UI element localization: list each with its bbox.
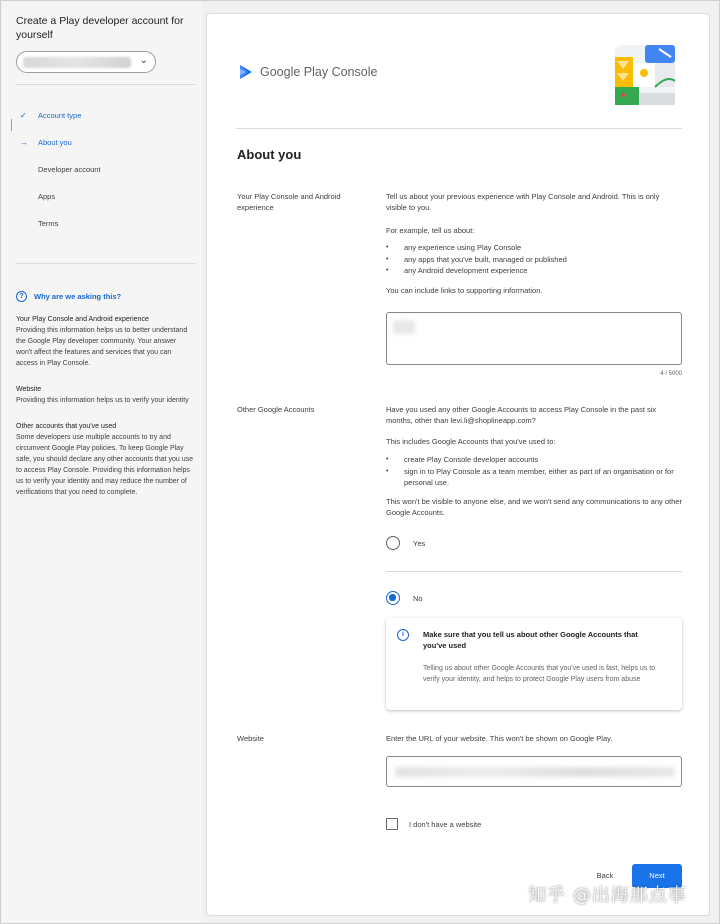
info-callout [386, 618, 682, 710]
info-icon: i [397, 629, 409, 641]
why-block-title: Your Play Console and Android experience [16, 316, 149, 323]
why-block-body: Providing this information helps us to better understand the Google Play developer community. Your answer won't affect the features and services that you can access in Play Console. [16, 327, 188, 367]
back-button[interactable]: Back [596, 871, 614, 880]
help-icon: ? [16, 291, 27, 302]
logo-text: Google Play Console [260, 65, 378, 79]
experience-textarea[interactable] [386, 312, 682, 365]
no-website-checkbox-row[interactable] [386, 818, 481, 830]
chevron-down-icon: ⌄ [139, 55, 148, 66]
list-item: • any Android development experience [386, 265, 682, 277]
watermark-text: 知乎 @出海那点事 [528, 885, 687, 906]
step-label: Apps [38, 192, 56, 201]
list-item: • sign in to Play Console as a team member, either as part of an organisation or for personal use. [386, 466, 682, 489]
website-hint: Enter the URL of your website. This won't be shown on Google Play. [386, 734, 613, 743]
list-item: • any experience using Play Console [386, 242, 682, 254]
step-terms[interactable] [16, 210, 196, 237]
check-icon: ✓ [20, 111, 27, 120]
why-block [16, 314, 194, 369]
play-console-logo [238, 64, 377, 80]
experience-example: For example, tell us about: [386, 226, 475, 235]
step-about-you[interactable] [16, 129, 196, 156]
step-label: Developer account [38, 165, 101, 174]
play-console-illustration-icon [615, 45, 675, 105]
why-panel [16, 291, 196, 498]
next-button[interactable]: Next [632, 864, 682, 888]
account-selector[interactable] [16, 51, 156, 73]
step-account-type[interactable] [16, 102, 196, 129]
why-block-title: Website [16, 386, 42, 393]
other-accounts-privacy: This won't be visible to anyone else, and we won't send any communications to any other Google Accounts. [386, 497, 682, 517]
other-accounts-bullets [386, 454, 682, 489]
why-block-body: Some developers use multiple accounts to try and circumvent Google Play policies. To keep Google Play safe, you should declare any other accounts that you use to access Play Console. Providing this information helps us to verify your identity and may reduce the number of verifications that you need to complete. [16, 434, 194, 496]
no-website-label: I don't have a website [409, 819, 482, 829]
radio-yes-label: Yes [413, 538, 426, 548]
step-connector [11, 119, 12, 131]
radio-button[interactable] [386, 536, 400, 550]
website-url-input[interactable] [386, 756, 682, 787]
url-value-redacted [395, 767, 675, 777]
list-item: • create Play Console developer accounts [386, 454, 682, 466]
page-title: About you [237, 147, 302, 162]
other-accounts-question: Have you used any other Google Accounts to access Play Console in the past six months, other than levi.li@shoplineapp.com? [386, 405, 657, 425]
radio-button-selected[interactable] [386, 591, 400, 605]
why-block-body: Providing this information helps us to verify your identity [16, 397, 189, 404]
sidebar-divider [16, 84, 196, 85]
list-item: • any apps that you've built, managed or published [386, 254, 682, 266]
textarea-content-redacted [393, 320, 415, 334]
other-accounts-includes: This includes Google Accounts that you've used to: [386, 437, 556, 446]
no-website-checkbox[interactable] [386, 818, 398, 830]
radio-no-label: No [413, 593, 423, 603]
why-block [16, 421, 194, 498]
arrow-right-icon: → [20, 138, 28, 147]
sidebar [2, 2, 202, 923]
info-title: Make sure that you tell us about other Google Accounts that you've used [423, 630, 638, 650]
step-label: About you [38, 138, 72, 147]
why-block-title: Other accounts that you've used [16, 423, 117, 430]
step-apps[interactable] [16, 183, 196, 210]
play-logo-icon [238, 64, 254, 80]
step-developer-account[interactable] [16, 156, 196, 183]
experience-links-note: You can include links to supporting information. [386, 286, 543, 295]
step-list [16, 102, 196, 237]
sidebar-divider [16, 263, 196, 264]
account-email-redacted [23, 57, 131, 68]
experience-label: Your Play Console and Android experience [237, 192, 341, 212]
radio-divider [386, 571, 682, 572]
why-heading-text: Why are we asking this? [34, 292, 122, 301]
why-heading[interactable] [16, 291, 196, 302]
radio-yes[interactable] [386, 536, 425, 550]
experience-intro: Tell us about your previous experience with Play Console and Android. This is only visible to you. [386, 192, 660, 212]
character-counter: 4 / 5000 [660, 371, 682, 377]
header-divider [236, 128, 682, 129]
main-card [206, 13, 710, 916]
step-label: Terms [38, 219, 59, 228]
step-label: Account type [38, 111, 82, 120]
other-accounts-label: Other Google Accounts [237, 405, 315, 414]
why-block [16, 384, 194, 406]
radio-no[interactable] [386, 591, 423, 605]
sidebar-title: Create a Play developer account for yourself [16, 15, 184, 41]
info-body: Telling us about other Google Accounts that you've used is fast, helps us to verify your identity, and helps to protect Google Play users from abuse [423, 665, 656, 683]
website-label: Website [237, 734, 264, 743]
experience-bullets [386, 242, 682, 277]
